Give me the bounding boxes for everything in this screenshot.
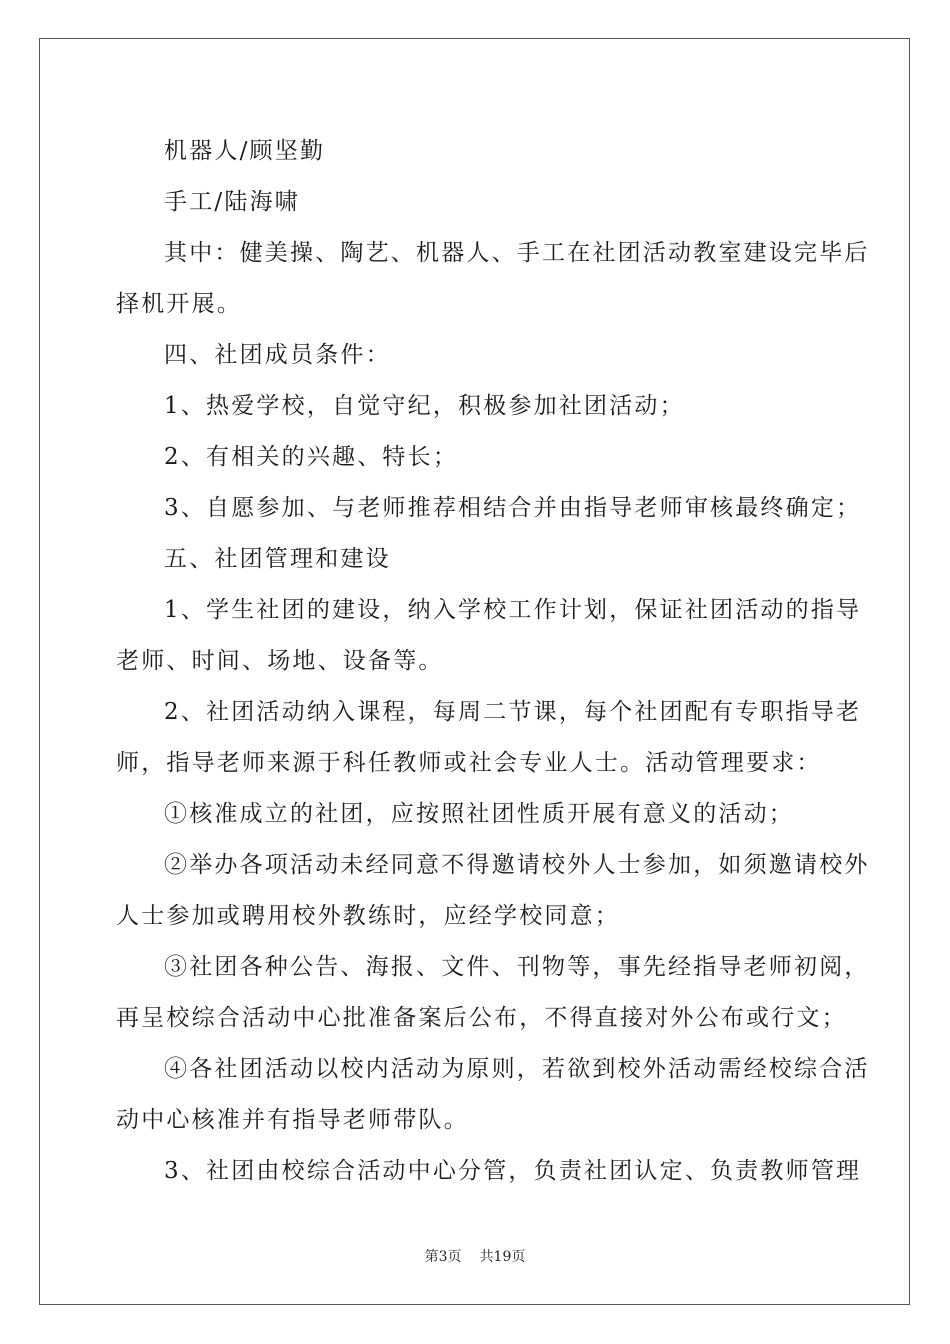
- text-line: 3、社团由校综合活动中心分管，负责社团认定、负责教师管理: [164, 1158, 862, 1184]
- text-line: ②举办各项活动未经同意不得邀请校外人士参加，如须邀请校外: [164, 852, 870, 878]
- text-line: 手工/陆海啸: [164, 189, 300, 215]
- text-line: 动中心核准并有指导老师带队。: [116, 1107, 469, 1133]
- text-line: ④各社团活动以校内活动为原则，若欲到校外活动需经校综合活: [164, 1056, 870, 1082]
- text-line: 2、社团活动纳入课程，每周二节课，每个社团配有专职指导老: [164, 699, 862, 725]
- page-number: 第3页: [424, 1249, 462, 1265]
- text-line: 再呈校综合活动中心批准备案后公布，不得直接对外公布或行文；: [116, 1005, 847, 1031]
- text-line: 师，指导老师来源于科任教师或社会专业人士。活动管理要求：: [116, 750, 822, 776]
- text-line: 2、有相关的兴趣、特长；: [164, 444, 459, 470]
- section-heading: 四、社团成员条件：: [164, 342, 391, 368]
- text-line: 其中：健美操、陶艺、机器人、手工在社团活动教室建设完毕后: [164, 240, 870, 266]
- text-line: 人士参加或聘用校外教练时，应经学校同意；: [116, 903, 620, 929]
- text-line: ①核准成立的社团，应按照社团性质开展有意义的活动；: [164, 801, 794, 827]
- text-line: 老师、时间、场地、设备等。: [116, 648, 444, 674]
- text-line: 择机开展。: [116, 291, 242, 317]
- text-line: ③社团各种公告、海报、文件、刊物等，事先经指导老师初阅，: [164, 954, 870, 980]
- text-line: 机器人/顾坚勤: [164, 138, 326, 164]
- section-heading: 五、社团管理和建设: [164, 546, 391, 572]
- document-body: [116, 126, 870, 1197]
- page-footer: [0, 1246, 950, 1266]
- text-line: 3、自愿参加、与老师推荐相结合并由指导老师审核最终确定；: [164, 495, 862, 521]
- text-line: 1、学生社团的建设，纳入学校工作计划，保证社团活动的指导: [164, 597, 862, 623]
- text-line: 1、热爱学校，自觉守纪，积极参加社团活动；: [164, 393, 685, 419]
- page-total: 共19页: [479, 1249, 526, 1265]
